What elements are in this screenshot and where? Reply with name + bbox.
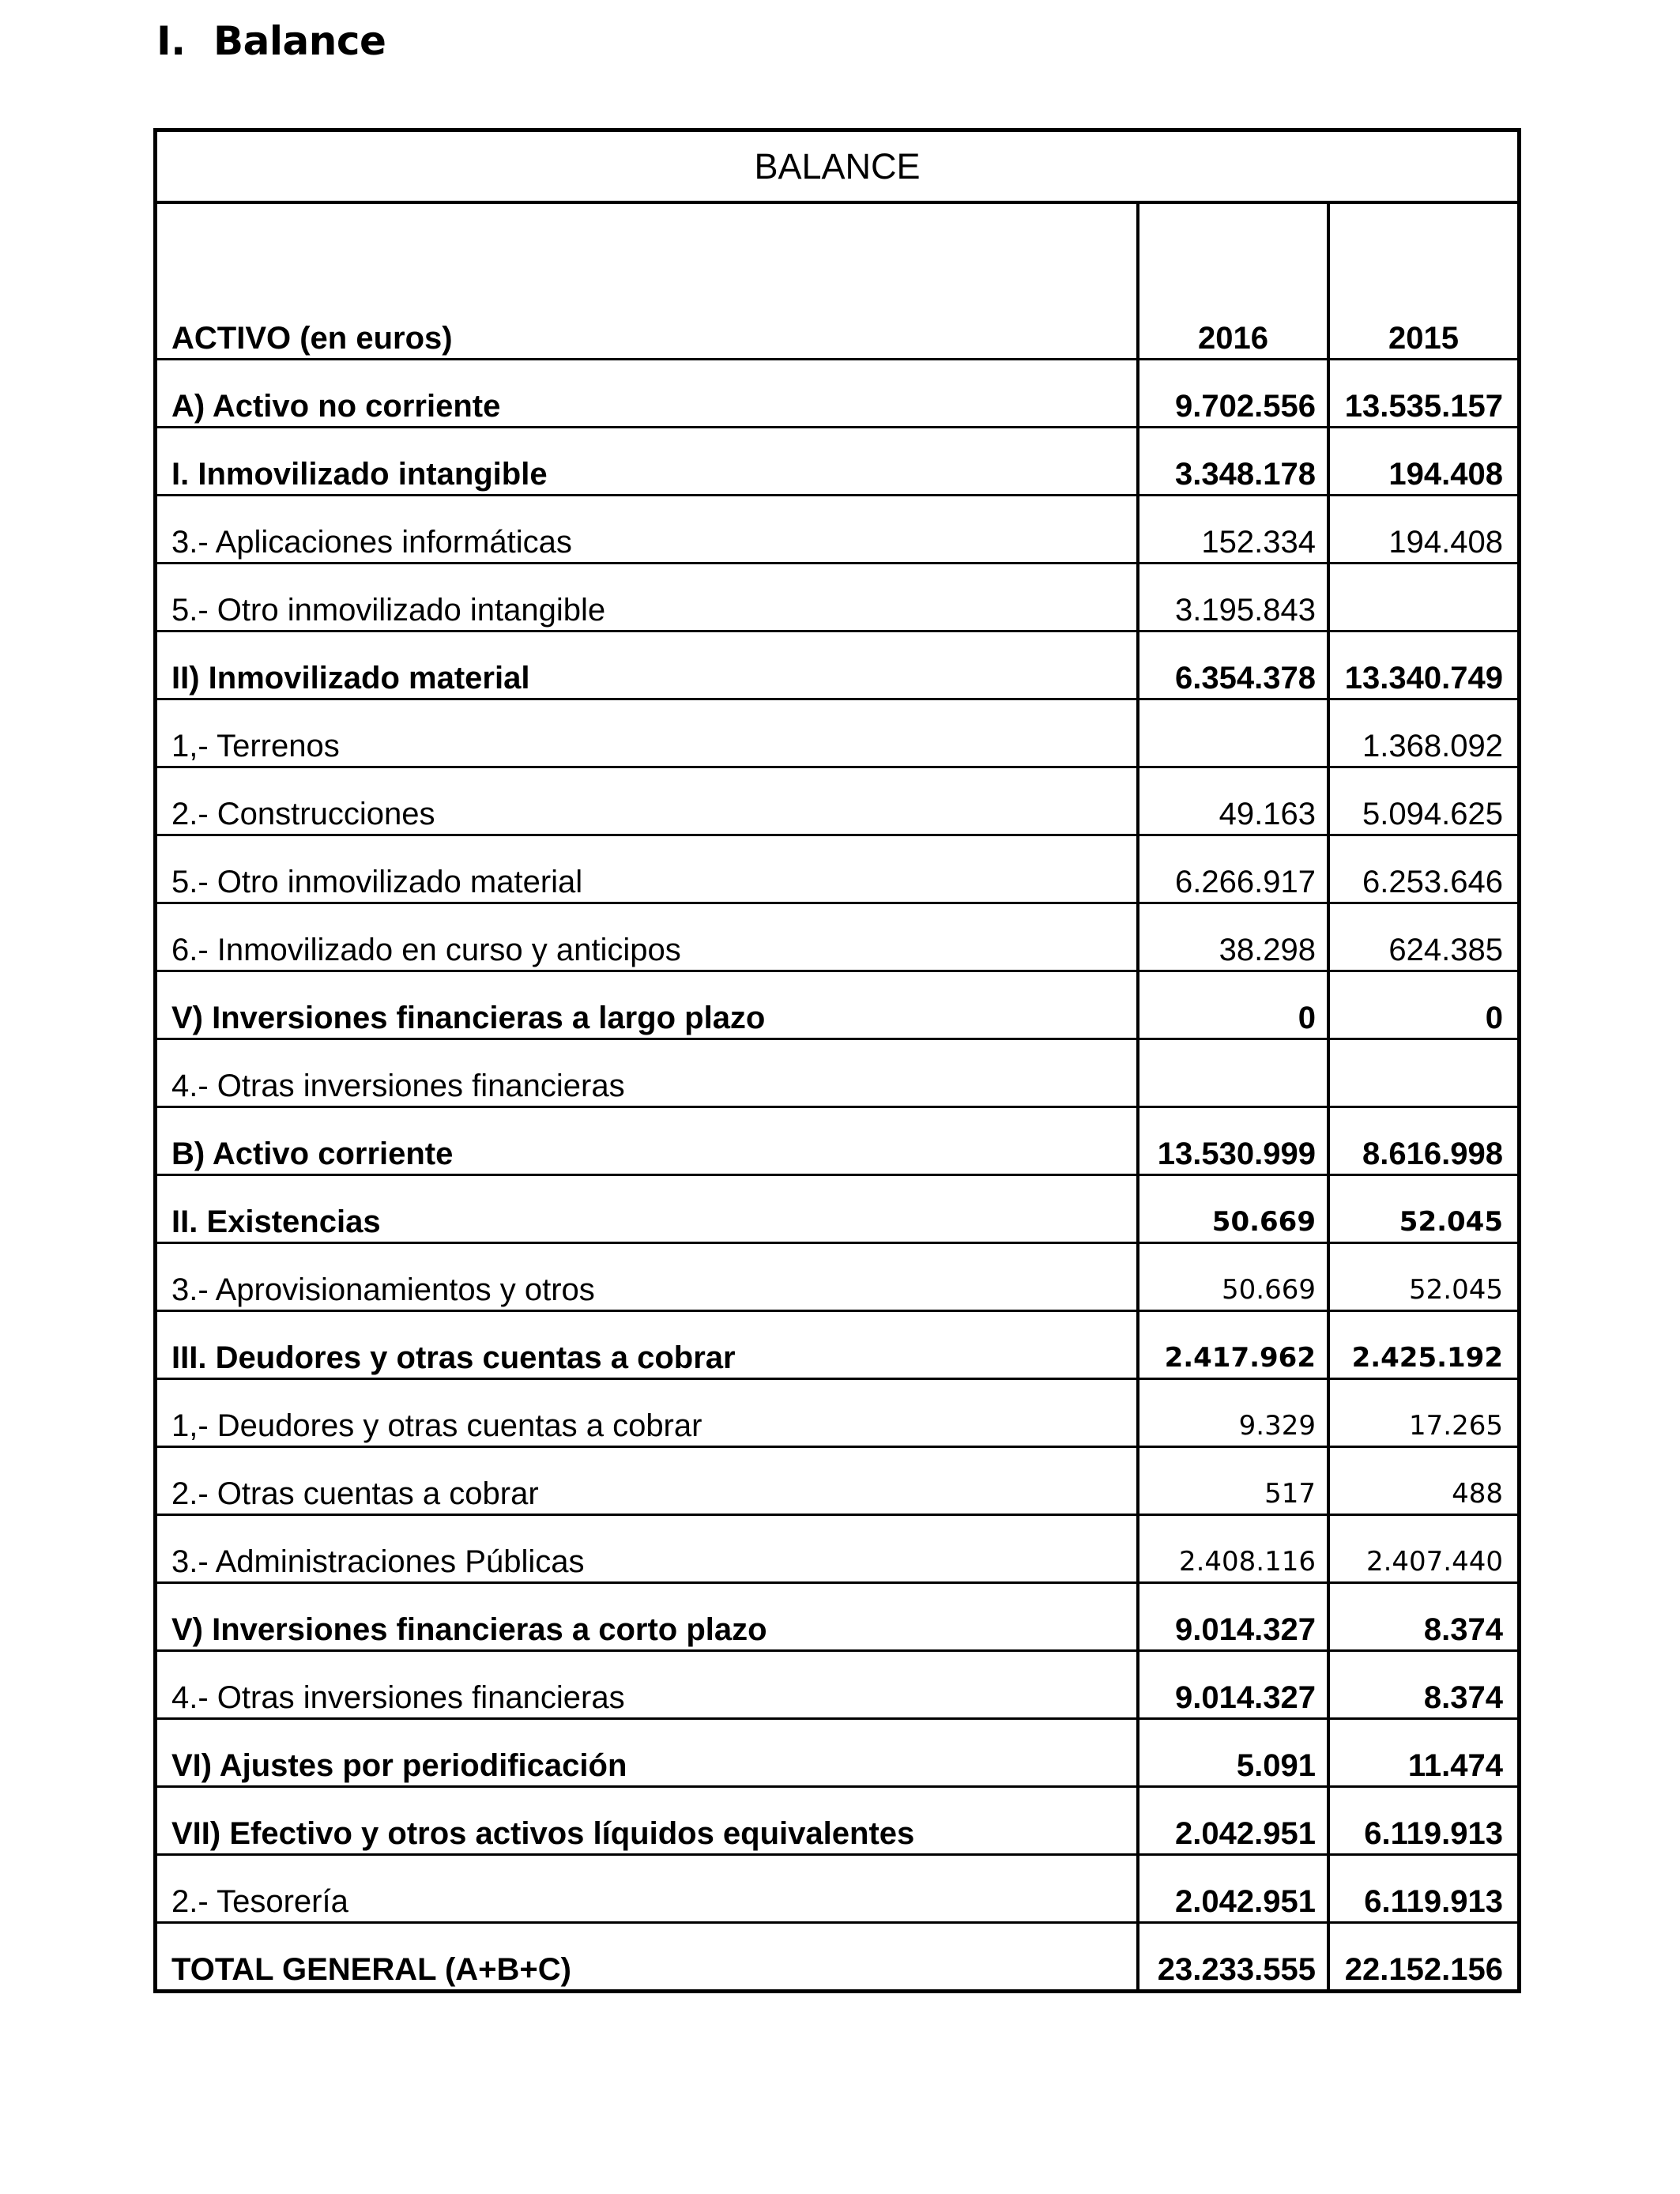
table-title: BALANCE (157, 132, 1517, 204)
row-value-2016: 9.014.327 (1138, 1650, 1328, 1718)
table-row (157, 835, 1517, 903)
table-row (157, 1718, 1517, 1786)
table-row (157, 427, 1517, 495)
table-row (157, 1242, 1517, 1310)
balance-table (153, 128, 1521, 1993)
row-value-2016: 38.298 (1138, 903, 1328, 971)
table-row (157, 1310, 1517, 1378)
row-value-2016: 9.329 (1138, 1378, 1328, 1446)
table-row (157, 1378, 1517, 1446)
row-value-2016: 2.408.116 (1138, 1514, 1328, 1582)
row-label: 4.- Otras inversiones financieras (157, 1650, 1138, 1718)
table-row (157, 699, 1517, 767)
table-row (157, 1854, 1517, 1922)
table-row (157, 1650, 1517, 1718)
row-label: III. Deudores y otras cuentas a cobrar (157, 1310, 1138, 1378)
row-label: 3.- Aplicaciones informáticas (157, 495, 1138, 563)
row-label: 2.- Tesorería (157, 1854, 1138, 1922)
row-value-2016: 2.417.962 (1138, 1310, 1328, 1378)
row-value-2016: 9.014.327 (1138, 1582, 1328, 1650)
row-value-2015: 52.045 (1328, 1174, 1517, 1242)
row-value-2015: 52.045 (1328, 1242, 1517, 1310)
heading-text: Balance (213, 18, 386, 64)
row-value-2016: 9.702.556 (1138, 359, 1328, 427)
row-label: II. Existencias (157, 1174, 1138, 1242)
row-label: 3.- Administraciones Públicas (157, 1514, 1138, 1582)
row-value-2015: 624.385 (1328, 903, 1517, 971)
row-label: B) Activo corriente (157, 1106, 1138, 1174)
row-value-2016: 2.042.951 (1138, 1786, 1328, 1854)
header-row (157, 204, 1517, 359)
row-value-2016: 517 (1138, 1446, 1328, 1514)
row-value-2015: 6.119.913 (1328, 1786, 1517, 1854)
row-value-2015 (1328, 563, 1517, 631)
table-row (157, 631, 1517, 699)
row-value-2016: 50.669 (1138, 1242, 1328, 1310)
row-value-2015: 488 (1328, 1446, 1517, 1514)
table-row (157, 1446, 1517, 1514)
header-year-2015: 2015 (1328, 204, 1517, 359)
row-value-2015 (1328, 1039, 1517, 1106)
row-value-2015: 8.616.998 (1328, 1106, 1517, 1174)
row-value-2016: 0 (1138, 971, 1328, 1039)
row-value-2015: 194.408 (1328, 495, 1517, 563)
row-value-2016 (1138, 699, 1328, 767)
table-row (157, 903, 1517, 971)
table-row (157, 563, 1517, 631)
row-value-2016: 3.195.843 (1138, 563, 1328, 631)
row-value-2015: 194.408 (1328, 427, 1517, 495)
table-row (157, 1514, 1517, 1582)
row-label: VII) Efectivo y otros activos líquidos equivalentes (157, 1786, 1138, 1854)
row-label: 2.- Otras cuentas a cobrar (157, 1446, 1138, 1514)
row-label: V) Inversiones financieras a largo plazo (157, 971, 1138, 1039)
row-value-2015: 13.340.749 (1328, 631, 1517, 699)
row-label: V) Inversiones financieras a corto plazo (157, 1582, 1138, 1650)
table-row (157, 971, 1517, 1039)
row-label: 2.- Construcciones (157, 767, 1138, 835)
row-value-2015: 13.535.157 (1328, 359, 1517, 427)
row-value-2016: 152.334 (1138, 495, 1328, 563)
table-row (157, 1039, 1517, 1106)
row-label: 3.- Aprovisionamientos y otros (157, 1242, 1138, 1310)
row-label: 5.- Otro inmovilizado intangible (157, 563, 1138, 631)
row-value-2015: 8.374 (1328, 1582, 1517, 1650)
table-row (157, 359, 1517, 427)
row-value-2016: 3.348.178 (1138, 427, 1328, 495)
row-label: 5.- Otro inmovilizado material (157, 835, 1138, 903)
row-value-2015: 5.094.625 (1328, 767, 1517, 835)
row-value-2015: 2.425.192 (1328, 1310, 1517, 1378)
header-label: ACTIVO (en euros) (171, 320, 453, 356)
row-value-2016: 23.233.555 (1138, 1922, 1328, 1989)
row-value-2016: 50.669 (1138, 1174, 1328, 1242)
row-value-2016 (1138, 1039, 1328, 1106)
table-row (157, 1922, 1517, 1989)
row-label: A) Activo no corriente (157, 359, 1138, 427)
row-value-2015: 6.119.913 (1328, 1854, 1517, 1922)
row-value-2015: 0 (1328, 971, 1517, 1039)
row-value-2016: 49.163 (1138, 767, 1328, 835)
row-value-2015: 8.374 (1328, 1650, 1517, 1718)
table-row (157, 1786, 1517, 1854)
table-row (157, 1106, 1517, 1174)
balance-grid (157, 204, 1517, 1989)
row-label: 1,- Terrenos (157, 699, 1138, 767)
row-value-2015: 22.152.156 (1328, 1922, 1517, 1989)
row-label: II) Inmovilizado material (157, 631, 1138, 699)
table-row (157, 495, 1517, 563)
row-label: TOTAL GENERAL (A+B+C) (157, 1922, 1138, 1989)
row-value-2015: 1.368.092 (1328, 699, 1517, 767)
page-heading (156, 11, 386, 71)
row-value-2016: 13.530.999 (1138, 1106, 1328, 1174)
row-value-2015: 17.265 (1328, 1378, 1517, 1446)
row-label: 6.- Inmovilizado en curso y anticipos (157, 903, 1138, 971)
row-value-2015: 11.474 (1328, 1718, 1517, 1786)
table-row (157, 767, 1517, 835)
table-row (157, 1582, 1517, 1650)
row-value-2016: 6.354.378 (1138, 631, 1328, 699)
row-label: VI) Ajustes por periodificación (157, 1718, 1138, 1786)
header-year-2016: 2016 (1138, 204, 1328, 359)
row-label: I. Inmovilizado intangible (157, 427, 1138, 495)
row-value-2016: 2.042.951 (1138, 1854, 1328, 1922)
heading-number: I. (156, 18, 186, 64)
row-label: 4.- Otras inversiones financieras (157, 1039, 1138, 1106)
row-value-2015: 6.253.646 (1328, 835, 1517, 903)
row-value-2016: 6.266.917 (1138, 835, 1328, 903)
row-label: 1,- Deudores y otras cuentas a cobrar (157, 1378, 1138, 1446)
row-value-2015: 2.407.440 (1328, 1514, 1517, 1582)
row-value-2016: 5.091 (1138, 1718, 1328, 1786)
table-row (157, 1174, 1517, 1242)
